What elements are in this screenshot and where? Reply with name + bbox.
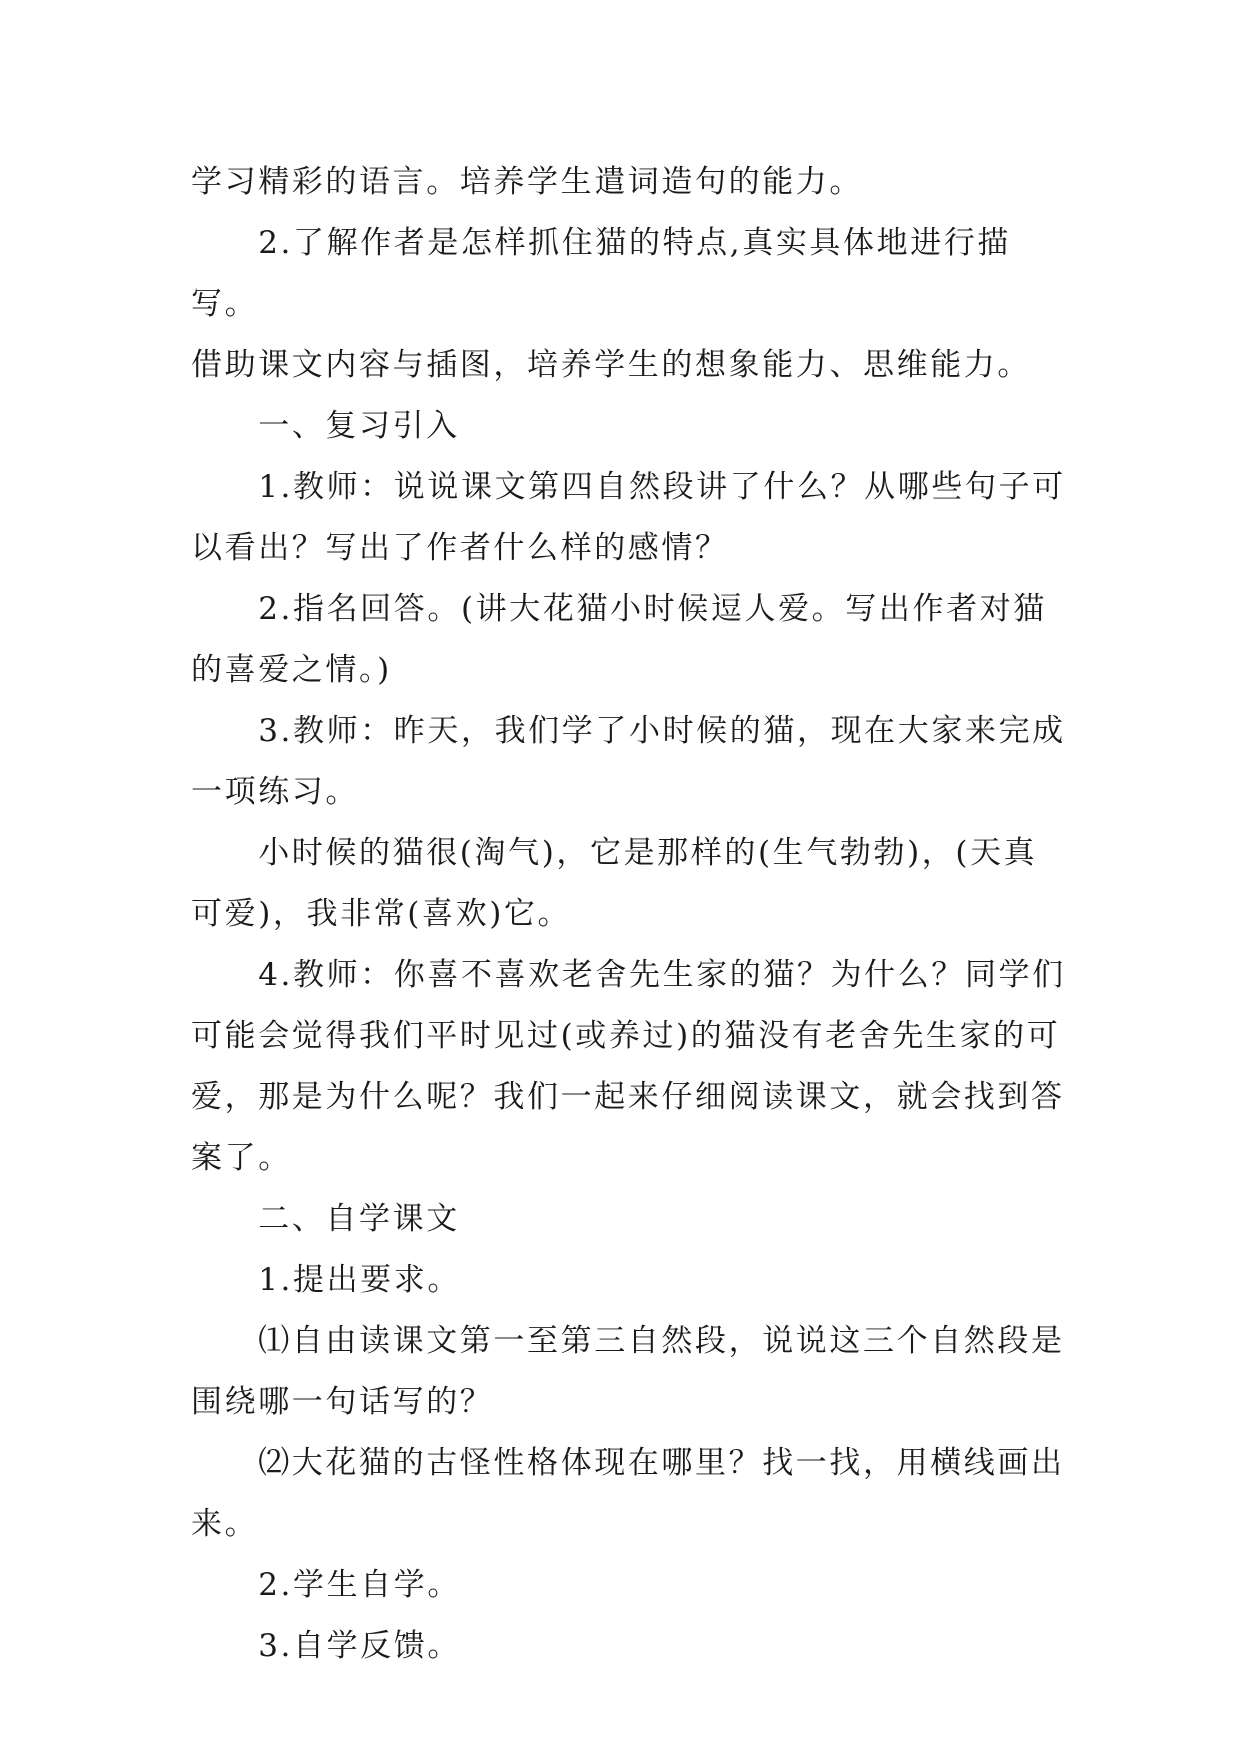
text-line: 3.自学反馈。 <box>191 1628 461 1664</box>
text-line: 一项练习。 <box>191 774 359 810</box>
text-line: 学习精彩的语言。培养学生遣词造句的能力。 <box>191 164 863 200</box>
text-line: 2.学生自学。 <box>191 1567 461 1603</box>
text-line: 1.提出要求。 <box>191 1262 461 1298</box>
text-line: 借助课文内容与插图，培养学生的想象能力、思维能力。 <box>191 347 1031 383</box>
text-line: 的喜爱之情。) <box>191 652 392 688</box>
text-line: 可爱)，我非常(喜欢)它。 <box>191 896 572 932</box>
text-line: 3.教师：昨天，我们学了小时候的猫，现在大家来完成 <box>191 713 1066 749</box>
section-heading: 一、复习引入 <box>191 408 460 444</box>
text-line: 2.指名回答。(讲大花猫小时候逗人爱。写出作者对猫 <box>191 591 1047 627</box>
text-line: 可能会觉得我们平时见过(或养过)的猫没有老舍先生家的可 <box>191 1018 1061 1054</box>
text-line: 案了。 <box>191 1140 292 1176</box>
document-body <box>191 152 1071 1677</box>
text-line: 以看出？写出了作者什么样的感情？ <box>191 530 729 566</box>
text-line: 来。 <box>191 1506 259 1542</box>
text-line: ⑴自由读课文第一至第三自然段，说说这三个自然段是 <box>191 1323 1065 1359</box>
text-line: ⑵大花猫的古怪性格体现在哪里？找一找，用横线画出 <box>191 1445 1065 1481</box>
text-line: 2.了解作者是怎样抓住猫的特点,真实具体地进行描写。 <box>191 225 1012 322</box>
text-line: 小时候的猫很(淘气)，它是那样的(生气勃勃)，(天真 <box>191 835 1038 871</box>
text-line: 爱，那是为什么呢？我们一起来仔细阅读课文，就会找到答 <box>191 1079 1065 1115</box>
section-heading: 二、自学课文 <box>191 1201 460 1237</box>
text-line: 4.教师：你喜不喜欢老舍先生家的猫？为什么？同学们 <box>191 957 1066 993</box>
text-line: 1.教师：说说课文第四自然段讲了什么？从哪些句子可 <box>191 469 1066 505</box>
text-line: 围绕哪一句话写的？ <box>191 1384 494 1420</box>
